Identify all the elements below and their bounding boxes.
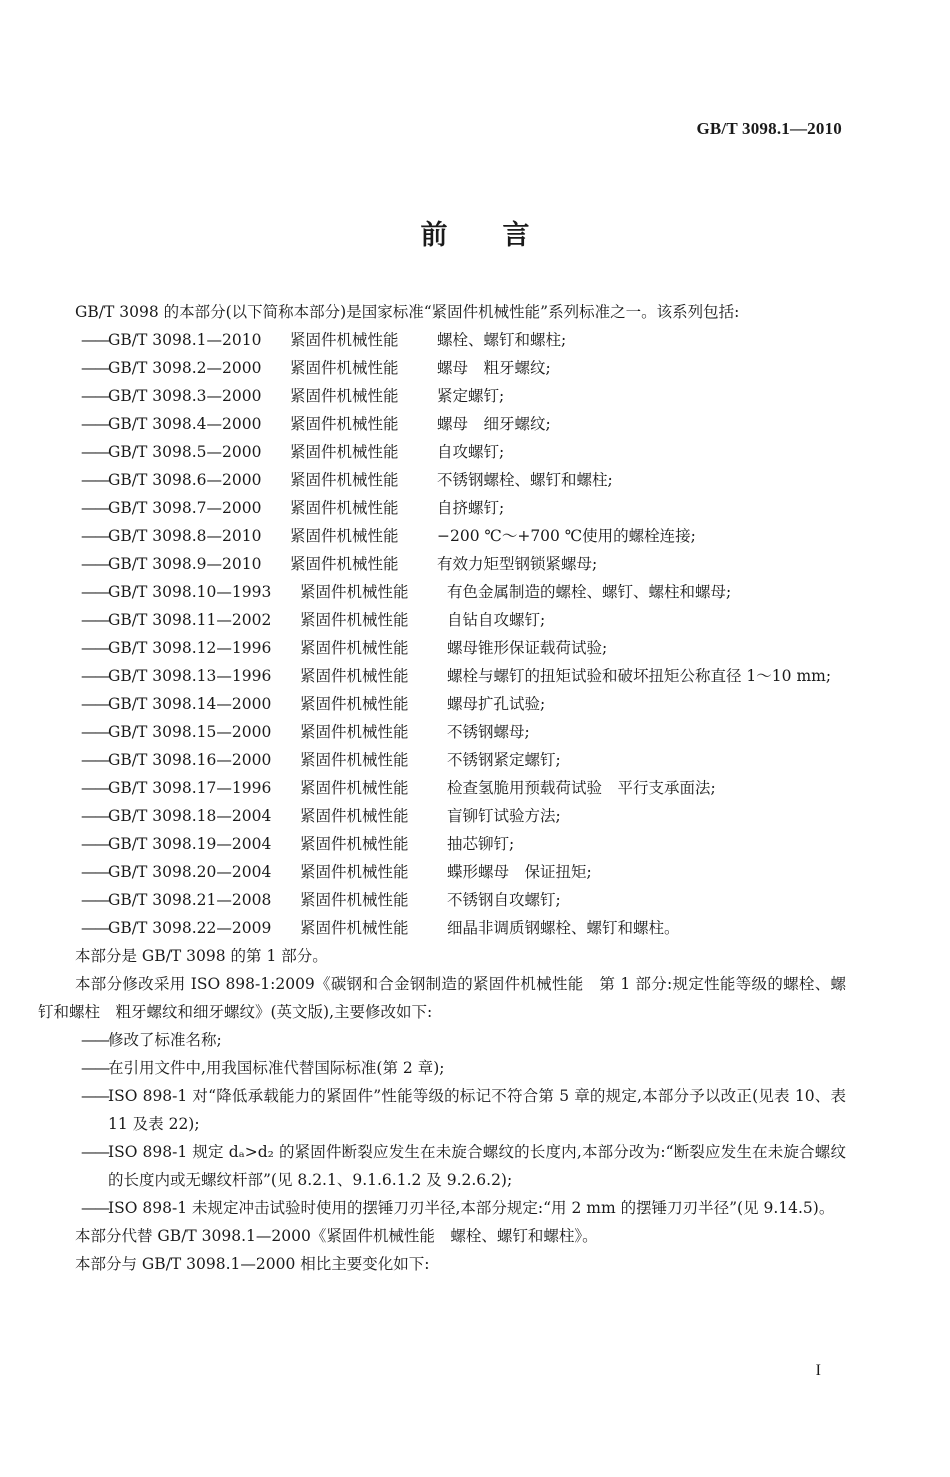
standard-list-item [38,410,846,438]
standard-list-item [38,578,846,606]
list-dash: —— [81,1087,108,1105]
list-dash: —— [81,919,108,937]
modification-text: ISO 898-1 未规定冲击试验时使用的摆锤刀刃半径,本部分规定:“用 2 mm 的摆锤刀刃半径”(见 9.14.5)。 [108,1199,835,1217]
list-dash: —— [81,863,108,881]
standard-code: GB/T 3098.8—2010 [108,527,262,545]
part-title: 抽芯铆钉; [447,835,515,853]
modification-item [38,1054,846,1082]
standard-code: GB/T 3098.18—2004 [108,807,272,825]
part-title: 自攻螺钉; [437,443,505,461]
list-dash: —— [81,443,108,461]
standard-code: GB/T 3098.16—2000 [108,751,272,769]
modifications-list [38,1026,846,1222]
part-title: 螺母 粗牙螺纹; [437,359,551,377]
series-name: 紧固件机械性能 [290,359,399,377]
modification-text: 在引用文件中,用我国标准代替国际标准(第 2 章); [108,1059,445,1077]
list-dash: —— [81,1031,108,1049]
standard-list-item [38,326,846,354]
standard-code: GB/T 3098.15—2000 [108,723,272,741]
series-name: 紧固件机械性能 [300,779,409,797]
modification-item [38,1082,846,1138]
list-dash: —— [81,415,108,433]
list-dash: —— [81,723,108,741]
series-name: 紧固件机械性能 [300,723,409,741]
part-title: 有效力矩型钢锁紧螺母; [437,555,598,573]
standard-list-item [38,522,846,550]
part-title: 蝶形螺母 保证扭矩; [447,863,592,881]
list-dash: —— [81,667,108,685]
standard-code: GB/T 3098.6—2000 [108,471,262,489]
list-dash: —— [81,499,108,517]
list-dash: —— [81,751,108,769]
standard-list-item [38,662,846,690]
standard-code: GB/T 3098.10—1993 [108,583,272,601]
standard-list-item [38,382,846,410]
list-dash: —— [81,471,108,489]
standard-list-item [38,830,846,858]
standard-code: GB/T 3098.13—1996 [108,667,272,685]
part-title: 自钻自攻螺钉; [447,611,546,629]
standard-code: GB/T 3098.21—2008 [108,891,272,909]
series-name: 紧固件机械性能 [290,527,399,545]
standard-code: GB/T 3098.20—2004 [108,863,272,881]
series-name: 紧固件机械性能 [300,863,409,881]
series-name: 紧固件机械性能 [290,499,399,517]
document-body [38,298,846,1278]
intro-paragraph: GB/T 3098 的本部分(以下简称本部分)是国家标准“紧固件机械性能”系列标准之一。该系列包括: [75,303,740,321]
series-name: 紧固件机械性能 [290,331,399,349]
part-title: 紧定螺钉; [437,387,505,405]
standard-list-item [38,914,846,942]
standard-list-item [38,886,846,914]
standard-code: GB/T 3098.14—2000 [108,695,272,713]
series-parts-list-2 [38,578,846,942]
series-name: 紧固件机械性能 [300,695,409,713]
series-name: 紧固件机械性能 [290,387,399,405]
series-name: 紧固件机械性能 [300,919,409,937]
series-name: 紧固件机械性能 [300,583,409,601]
part-title: 螺母锥形保证载荷试验; [447,639,608,657]
part-title: 盲铆钉试验方法; [447,807,561,825]
series-name: 紧固件机械性能 [300,667,409,685]
replacement-statement: 本部分代替 GB/T 3098.1—2000《紧固件机械性能 螺栓、螺钉和螺柱》。 [75,1227,598,1245]
series-name: 紧固件机械性能 [300,807,409,825]
modification-item [38,1138,846,1194]
list-dash: —— [81,695,108,713]
part-title: 检查氢脆用预载荷试验 平行支承面法; [447,779,716,797]
modification-intro: 本部分修改采用 ISO 898-1:2009《碳钢和合金钢制造的紧固件机械性能 第 1 部分:规定性能等级的螺栓、螺钉和螺柱 粗牙螺纹和细牙螺纹》(英文版),主要修改如下: [38,975,846,1021]
part-title: 有色金属制造的螺栓、螺钉、螺柱和螺母; [447,583,732,601]
standard-list-item [38,690,846,718]
part-title: 不锈钢紧定螺钉; [447,751,561,769]
list-dash: —— [81,1059,108,1077]
modification-text: ISO 898-1 对“降低承载能力的紧固件”性能等级的标记不符合第 5 章的规定,本部分予以改正(见表 10、表 11 及表 22); [108,1087,846,1133]
standard-code: GB/T 3098.7—2000 [108,499,262,517]
modification-item [38,1026,846,1054]
series-name: 紧固件机械性能 [290,555,399,573]
standard-list-item [38,494,846,522]
part-title: 不锈钢螺栓、螺钉和螺柱; [437,471,613,489]
standard-list-item [38,634,846,662]
series-name: 紧固件机械性能 [290,443,399,461]
page-title: 前言 [420,220,585,251]
standard-code: GB/T 3098.9—2010 [108,555,262,573]
series-name: 紧固件机械性能 [300,611,409,629]
modification-item [38,1194,846,1222]
standard-code: GB/T 3098.17—1996 [108,779,272,797]
modification-text: ISO 898-1 规定 dₐ>d₂ 的紧固件断裂应发生在未旋合螺纹的长度内,本部分改为:“断裂应发生在未旋合螺纹的长度内或无螺纹杆部”(见 8.2.1、9.1.6.1.2 及 9.2.6.2); [108,1143,846,1189]
list-dash: —— [81,583,108,601]
list-dash: —— [81,1199,108,1217]
series-name: 紧固件机械性能 [290,415,399,433]
standard-list-item [38,802,846,830]
standard-list-item [38,718,846,746]
list-dash: —— [81,807,108,825]
standard-list-item [38,774,846,802]
list-dash: —— [81,779,108,797]
standard-code: GB/T 3098.3—2000 [108,387,262,405]
standard-list-item [38,466,846,494]
series-name: 紧固件机械性能 [300,639,409,657]
series-name: 紧固件机械性能 [300,835,409,853]
part-title: 细晶非调质钢螺栓、螺钉和螺柱。 [447,919,680,937]
part-title: 不锈钢螺母; [447,723,530,741]
standard-code-header: GB/T 3098.1—2010 [696,119,842,138]
standard-code: GB/T 3098.5—2000 [108,443,262,461]
part-title: 螺母扩孔试验; [447,695,546,713]
list-dash: —— [81,555,108,573]
standard-list-item [38,606,846,634]
series-name: 紧固件机械性能 [300,891,409,909]
list-dash: —— [81,331,108,349]
part-statement: 本部分是 GB/T 3098 的第 1 部分。 [75,947,328,965]
standard-list-item [38,746,846,774]
standard-code: GB/T 3098.11—2002 [108,611,272,629]
part-title: 螺母 细牙螺纹; [437,415,551,433]
list-dash: —— [81,611,108,629]
list-dash: —— [81,1143,108,1161]
part-title: 螺栓与螺钉的扭矩试验和破坏扭矩公称直径 1～10 mm; [447,667,832,685]
part-title: 自挤螺钉; [437,499,505,517]
list-dash: —— [81,639,108,657]
part-title: −200 ℃～+700 ℃使用的螺栓连接; [437,527,696,545]
list-dash: —— [81,891,108,909]
standard-code: GB/T 3098.19—2004 [108,835,272,853]
list-dash: —— [81,387,108,405]
standard-code: GB/T 3098.4—2000 [108,415,262,433]
standard-code: GB/T 3098.12—1996 [108,639,272,657]
part-title: 螺栓、螺钉和螺柱; [437,331,567,349]
standard-code: GB/T 3098.2—2000 [108,359,262,377]
standard-code: GB/T 3098.22—2009 [108,919,272,937]
standard-list-item [38,550,846,578]
series-name: 紧固件机械性能 [300,751,409,769]
page-number: I [815,1362,821,1379]
list-dash: —— [81,359,108,377]
standard-code: GB/T 3098.1—2010 [108,331,262,349]
list-dash: —— [81,527,108,545]
series-name: 紧固件机械性能 [290,471,399,489]
series-parts-list [38,326,846,578]
changes-intro: 本部分与 GB/T 3098.1—2000 相比主要变化如下: [75,1255,430,1273]
standard-list-item [38,438,846,466]
standard-list-item [38,858,846,886]
list-dash: —— [81,835,108,853]
modification-text: 修改了标准名称; [108,1031,222,1049]
part-title: 不锈钢自攻螺钉; [447,891,561,909]
standard-list-item [38,354,846,382]
